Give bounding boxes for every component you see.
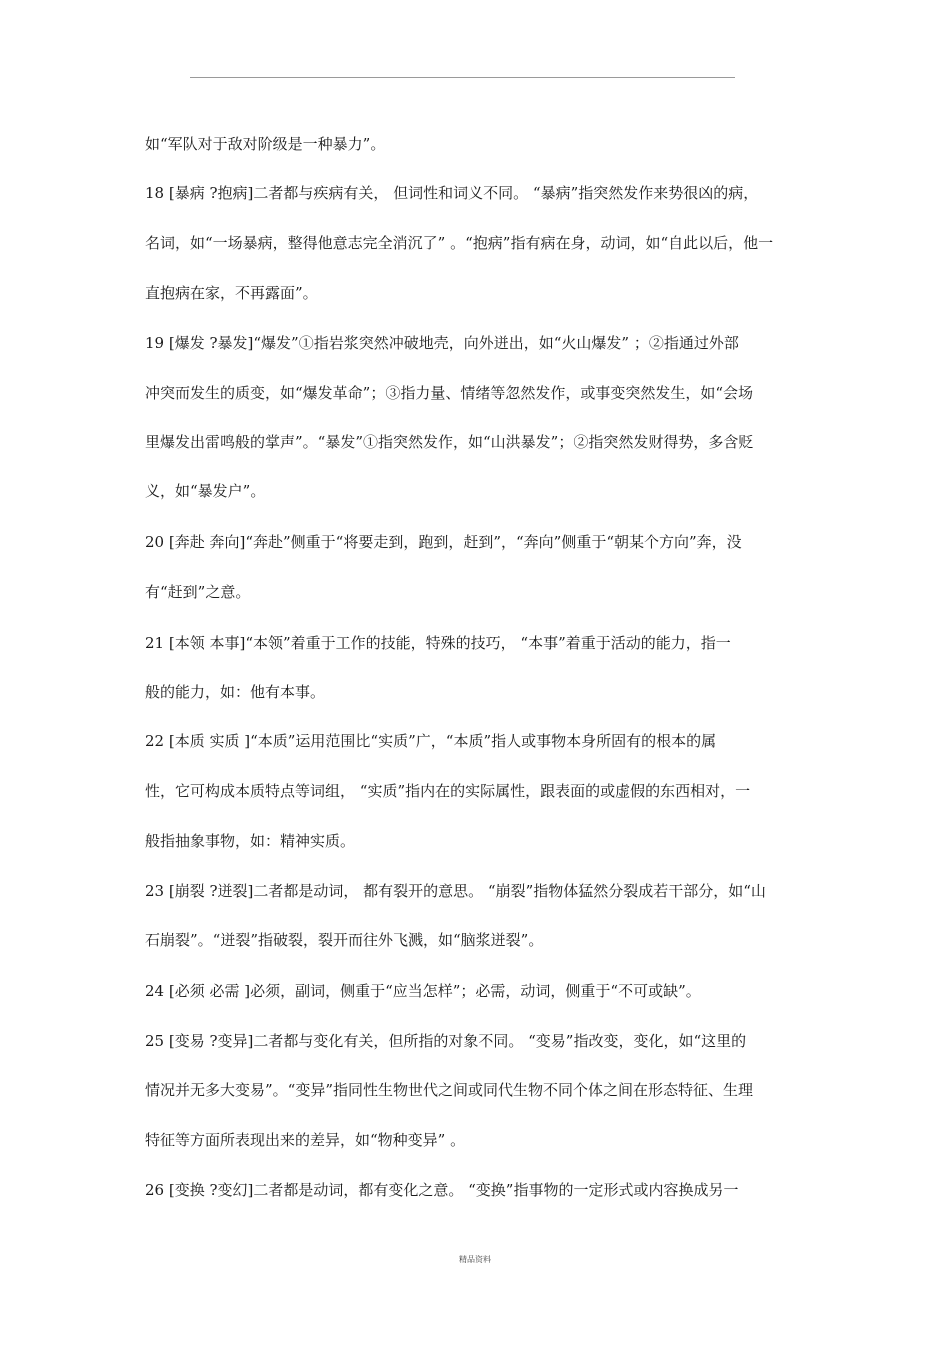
text-line-18: 24 [必须 必需 ]必须，副词，侧重于“应当怎样”；必需，动词，侧重于“不可或缺”。 [145, 982, 701, 1000]
text-line-10: 有“赶到”之意。 [145, 583, 251, 601]
text-line-11: 21 [本领 本事]“本领”着重于工作的技能，特殊的技巧， “本事”着重于活动的能力，指一 [145, 634, 731, 652]
text-line-17: 石崩裂”。“迸裂”指破裂，裂开而往外飞溅，如“脑浆迸裂”。 [145, 931, 544, 949]
text-line-22: 26 [变换 ?变幻]二者都是动词，都有变化之意。 “变换”指事物的一定形式或内容换成另一 [145, 1181, 739, 1199]
text-line-16: 23 [崩裂 ?迸裂]二者都是动词， 都有裂开的意思。 “崩裂”指物体猛然分裂成若干部分，如“山 [145, 882, 766, 900]
text-line-9: 20 [奔赴 奔向]“奔赴”侧重于“将要走到，跑到，赶到”，“奔向”侧重于“朝某个方向”奔，没 [145, 533, 742, 551]
text-line-1: 如“军队对于敌对阶级是一种暴力”。 [145, 135, 386, 153]
text-line-13: 22 [本质 实质 ]“本质”运用范围比“实质”广，“本质”指人或事物本身所固有的根本的属 [145, 732, 717, 750]
text-line-15: 般指抽象事物，如：精神实质。 [145, 832, 356, 850]
page-footer: 精品资料 [459, 1255, 491, 1264]
text-line-12: 般的能力，如：他有本事。 [145, 683, 326, 701]
text-line-7: 里爆发出雷鸣般的掌声”。“暴发”①指突然发作，如“山洪暴发”；②指突然发财得势，多含贬 [145, 433, 754, 451]
text-line-20: 情况并无多大变易”。“变异”指同性生物世代之间或同代生物不同个体之间在形态特征、生理 [145, 1081, 754, 1099]
text-line-4: 直抱病在家，不再露面”。 [145, 284, 318, 302]
text-line-21: 特征等方面所表现出来的差异，如“物种变异” 。 [145, 1131, 466, 1149]
text-line-3: 名词，如“一场暴病，整得他意志完全消沉了” 。“抱病”指有病在身，动词，如“自此以后，他一 [145, 234, 774, 252]
text-line-6: 冲突而发生的质变，如“爆发革命”；③指力量、情绪等忽然发作，或事变突然发生，如“会场 [145, 384, 754, 402]
text-line-8: 义，如“暴发户”。 [145, 482, 266, 500]
text-line-2: 18 [暴病 ?抱病]二者都与疾病有关， 但词性和词义不同。 “暴病”指突然发作来势很凶的病， [145, 184, 759, 202]
text-line-14: 性，它可构成本质特点等词组， “实质”指内在的实际属性，跟表面的或虚假的东西相对，一 [145, 782, 751, 800]
header-rule [190, 77, 735, 78]
text-line-19: 25 [变易 ?变异]二者都与变化有关，但所指的对象不同。 “变易”指改变，变化，如“这里的 [145, 1032, 747, 1050]
text-line-5: 19 [爆发 ?暴发]“爆发”①指岩浆突然冲破地壳，向外迸出，如“火山爆发” ；②指通过外部 [145, 334, 739, 352]
